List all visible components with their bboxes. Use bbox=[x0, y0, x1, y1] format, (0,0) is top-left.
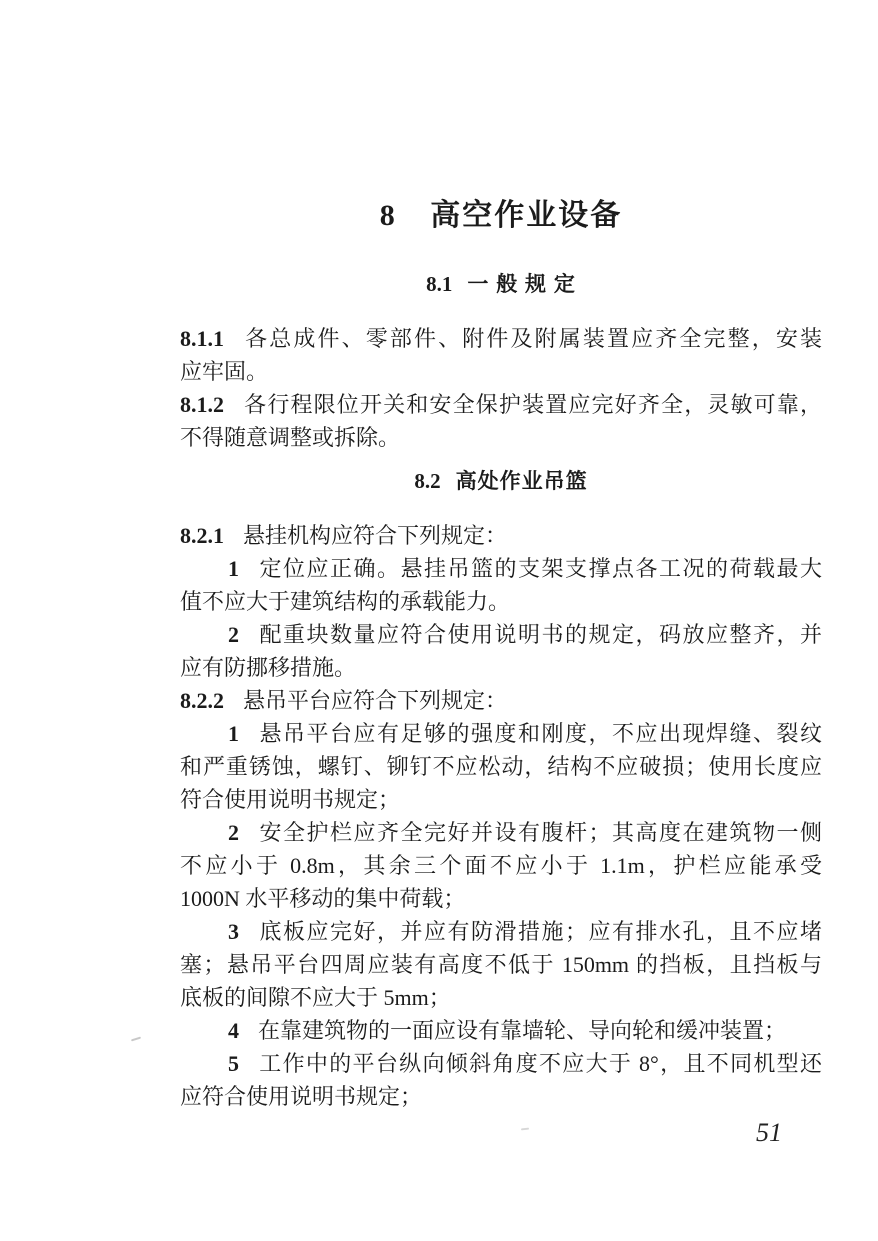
document-line bbox=[180, 552, 822, 585]
document-line bbox=[180, 1014, 822, 1047]
section-title: 一 般 规 定 bbox=[467, 273, 576, 296]
clause-number: 1 bbox=[228, 556, 239, 581]
section-title: 高处作业吊篮 bbox=[455, 470, 588, 493]
clause-number: 8.1.2 bbox=[180, 392, 224, 417]
line-text: 应符合使用说明书规定； bbox=[180, 1084, 423, 1109]
line-text: 悬挂机构应符合下列规定： bbox=[243, 523, 508, 548]
clause-number: 2 bbox=[228, 622, 239, 647]
line-text: 悬吊平台应符合下列规定： bbox=[243, 688, 508, 713]
section-heading bbox=[180, 469, 822, 493]
document-line bbox=[180, 783, 822, 816]
document-body bbox=[180, 272, 822, 1113]
document-content bbox=[180, 0, 822, 1113]
line-text: 配重块数量应符合使用说明书的规定，码放应整齐，并 bbox=[258, 622, 822, 647]
section-number: 8.1 bbox=[426, 272, 453, 296]
line-text: 1000N 水平移动的集中荷载； bbox=[180, 886, 466, 911]
document-line bbox=[180, 717, 822, 750]
line-text: 和严重锈蚀，螺钉、铆钉不应松动，结构不应破损；使用长度应 bbox=[180, 754, 822, 779]
clause-number: 5 bbox=[228, 1051, 239, 1076]
line-text: 各行程限位开关和安全保护装置应完好齐全，灵敏可靠， bbox=[243, 392, 822, 417]
line-text: 不应小于 0.8m，其余三个面不应小于 1.1m，护栏应能承受 bbox=[180, 853, 822, 878]
line-text: 定位应正确。悬挂吊篮的支架支撑点各工况的荷载最大 bbox=[258, 556, 822, 581]
clause-number: 2 bbox=[228, 820, 239, 845]
clause-number: 3 bbox=[228, 919, 239, 944]
chapter-number: 8 bbox=[379, 199, 395, 232]
line-text: 应牢固。 bbox=[180, 359, 269, 384]
line-text: 符合使用说明书规定； bbox=[180, 787, 401, 812]
document-line bbox=[180, 684, 822, 717]
document-line bbox=[180, 585, 822, 618]
document-line bbox=[180, 981, 822, 1014]
clause-number: 8.2.2 bbox=[180, 688, 224, 713]
document-line bbox=[180, 948, 822, 981]
document-line bbox=[180, 421, 822, 454]
document-line bbox=[180, 519, 822, 552]
document-line bbox=[180, 651, 822, 684]
document-line bbox=[180, 816, 822, 849]
document-line bbox=[180, 750, 822, 783]
clause-number: 4 bbox=[228, 1018, 239, 1043]
document-line bbox=[180, 1080, 822, 1113]
section-number: 8.2 bbox=[414, 469, 441, 493]
document-line bbox=[180, 618, 822, 651]
scan-artifact bbox=[131, 1037, 141, 1042]
document-line bbox=[180, 849, 822, 882]
chapter-title: 高空作业设备 bbox=[430, 199, 623, 232]
clause-number: 8.2.1 bbox=[180, 523, 224, 548]
document-line bbox=[180, 388, 822, 421]
page-number: 51 bbox=[756, 1118, 782, 1147]
line-text: 底板的间隙不应大于 5mm； bbox=[180, 985, 451, 1010]
document-line bbox=[180, 322, 822, 355]
line-text: 各总成件、零部件、附件及附属装置应齐全完整，安装 bbox=[243, 326, 822, 351]
line-text: 悬吊平台应有足够的强度和刚度，不应出现焊缝、裂纹 bbox=[258, 721, 822, 746]
line-text: 不得随意调整或拆除。 bbox=[180, 425, 401, 450]
line-text: 底板应完好，并应有防滑措施；应有排水孔，且不应堵 bbox=[258, 919, 822, 944]
line-text: 安全护栏应齐全完好并设有腹杆；其高度在建筑物一侧 bbox=[258, 820, 822, 845]
clause-number: 1 bbox=[228, 721, 239, 746]
line-text: 值不应大于建筑结构的承载能力。 bbox=[180, 589, 511, 614]
line-text: 工作中的平台纵向倾斜角度不应大于 8°，且不同机型还 bbox=[258, 1051, 822, 1076]
document-line bbox=[180, 1047, 822, 1080]
section-heading bbox=[180, 272, 822, 296]
document-line bbox=[180, 355, 822, 388]
scan-artifact bbox=[521, 1128, 529, 1131]
line-text: 塞；悬吊平台四周应装有高度不低于 150mm 的挡板，且挡板与 bbox=[180, 952, 822, 977]
clause-number: 8.1.1 bbox=[180, 326, 224, 351]
line-text: 应有防挪移措施。 bbox=[180, 655, 357, 680]
line-text: 在靠建筑物的一面应设有靠墙轮、导向轮和缓冲装置； bbox=[258, 1018, 787, 1043]
document-line bbox=[180, 915, 822, 948]
chapter-heading bbox=[180, 199, 822, 232]
document-line bbox=[180, 882, 822, 915]
